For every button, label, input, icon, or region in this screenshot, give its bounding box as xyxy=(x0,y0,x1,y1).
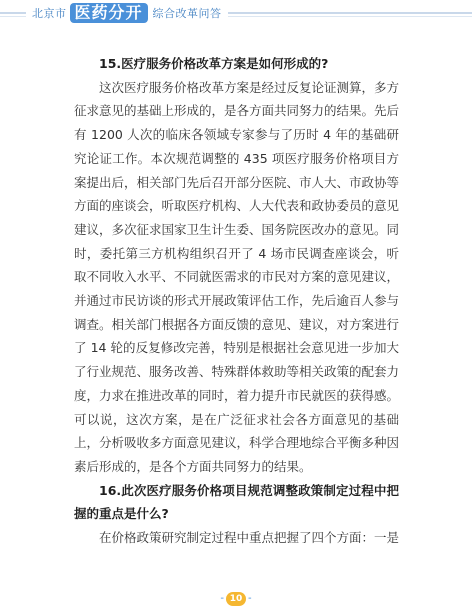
page-dash-right: - xyxy=(248,593,252,604)
page-footer xyxy=(0,586,472,602)
page-content xyxy=(74,52,399,550)
page-number-group xyxy=(218,592,253,606)
answer-paragraph-16: 在价格政策研究制定过程中重点把握了四个方面：一是 xyxy=(99,530,400,546)
header-logo: 医药分开 xyxy=(70,3,148,23)
answer-paragraph-15: 这次医疗服务价格改革方案是经过反复论证测算，多方征求意见的基础上形成的，是各方面共同努力的结果。先后有 1200 人次的临床各领域专家参与了历时 4 年的基础研究论证工作。本次规范调整的 435 项医疗服务价格项目方案提出后，相关部门先后召开部分医院、市人大、市政协等方面的座谈会，听取医疗机构、人大代表和政协委员的意见建议，多次征求国家卫生计生委、国务院医改办的意见。同时，委托第三方机构组织召开了 4 场市民调查座谈会，听取不同收入水平、不同就医需求的市民对方案的意见建议，并通过市民访谈的形式开展政策评估工作，先后逾百人参与调查。相关部门根据各方面反馈的意见、建议，对方案进行了 14 轮的反复修改完善，特别是根据社会意见进一步加大了行业规范、服务改善、特殊群体救助等相关政策的配套力度，力求在推进改革的同时，着力提升市民就医的获得感。可以说，这次方案，是在广泛征求社会各方面意见的基础上，分析吸收多方面意见建议，科学合理地综合平衡多种因素后形成的，是各个方面共同努力的结果。 xyxy=(74,79,400,474)
question-title-16: 16.此次医疗服务价格项目规范调整政策制定过程中把握的重点是什么? xyxy=(74,482,399,522)
header-banner xyxy=(26,2,228,24)
page-header xyxy=(0,0,472,26)
page-number: 10 xyxy=(226,592,246,606)
page-dash-left: - xyxy=(220,593,224,604)
question-title-15: 15.医疗服务价格改革方案是如何形成的? xyxy=(99,56,329,71)
header-city: 北京市 xyxy=(32,7,67,20)
header-subtitle: 综合改革问答 xyxy=(152,7,222,20)
